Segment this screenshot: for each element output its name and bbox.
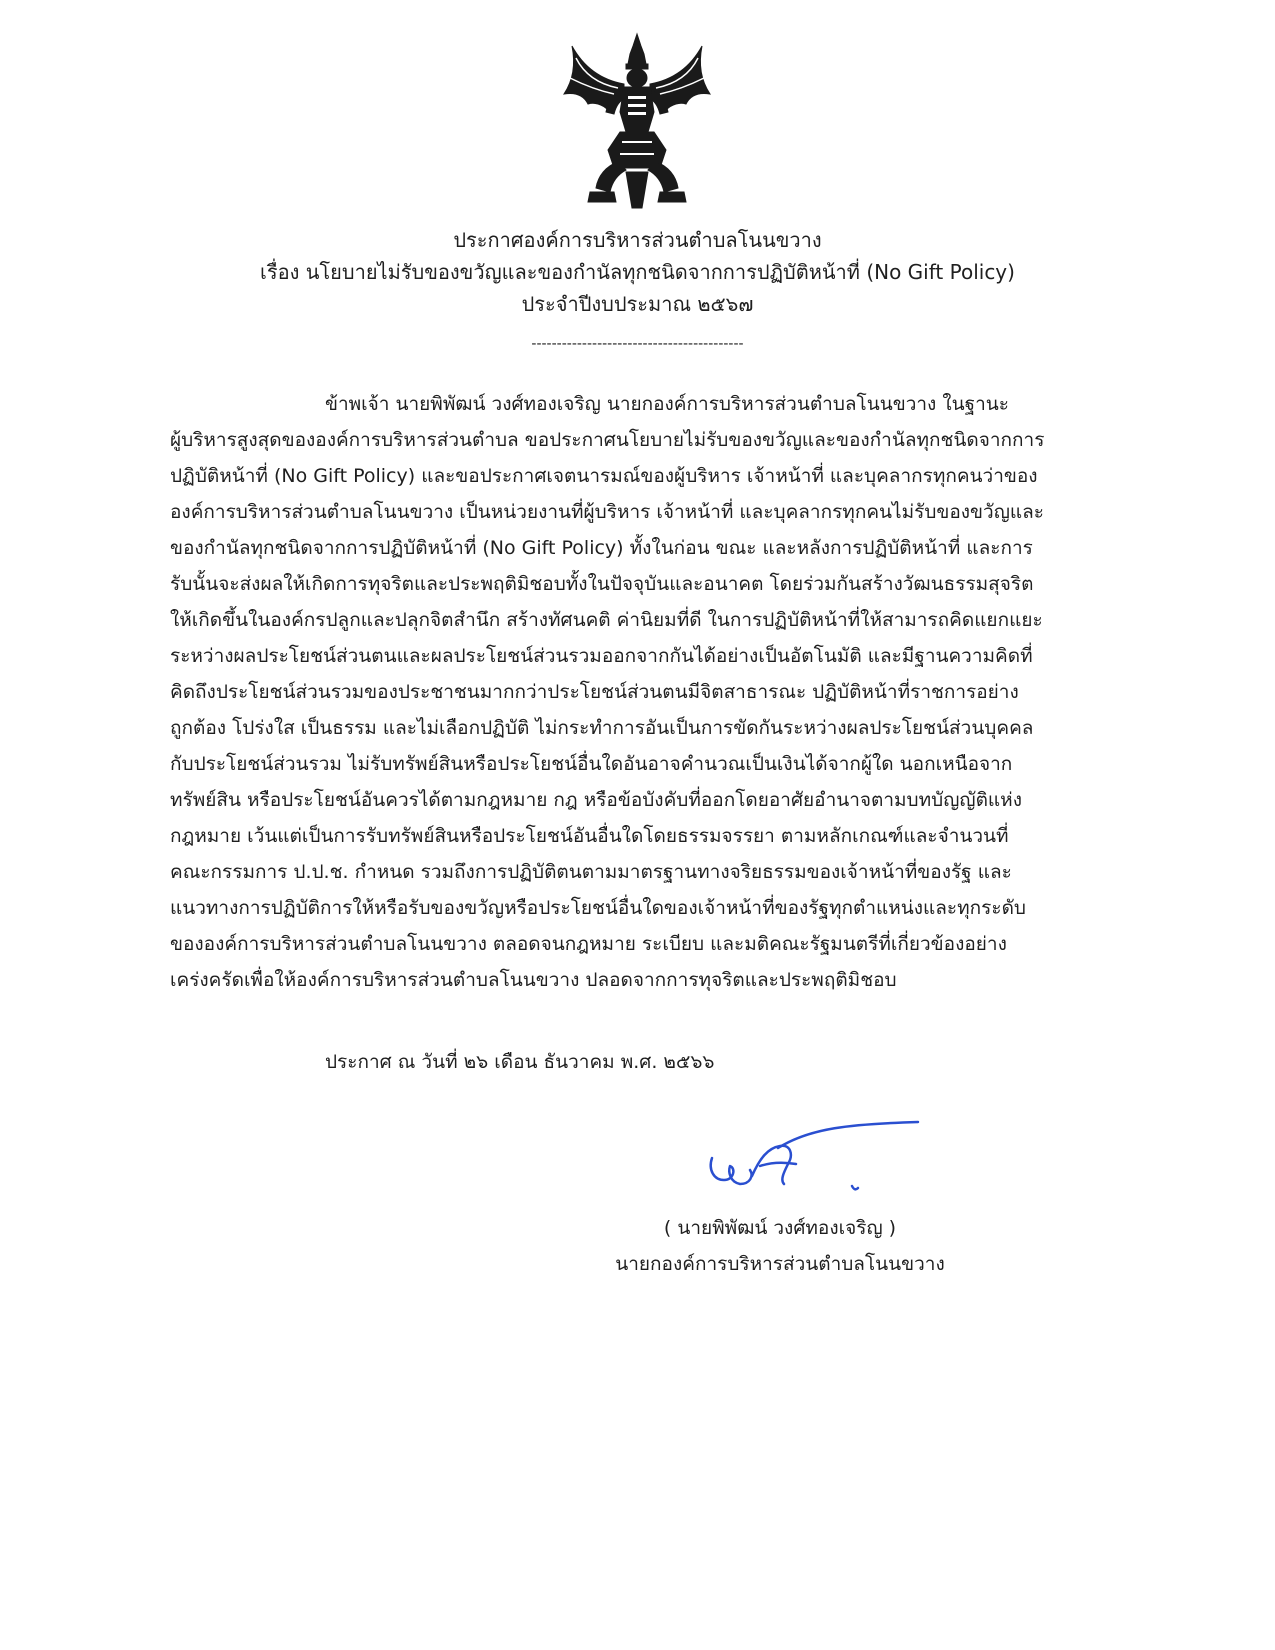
- header-separator: ------------------------------------------: [531, 336, 744, 352]
- body-line: ขององค์การบริหารส่วนตำบลโนนขวาง ตลอดจนกฎหมาย ระเบียบ และมติคณะรัฐมนตรีที่เกี่ยวข้องอย่าง: [170, 933, 1007, 955]
- document-subject: เรื่อง นโยบายไม่รับของขวัญและของกำนัลทุกชนิดจากการปฏิบัติหน้าที่ (No Gift Policy): [260, 260, 1015, 284]
- body-line: ทรัพย์สิน หรือประโยชน์อันควรได้ตามกฎหมาย กฎ หรือข้อบังคับที่ออกโดยอาศัยอำนาจตามบทบัญญัติแห่ง: [170, 789, 1022, 811]
- body-line: ผู้บริหารสูงสุดขององค์การบริหารส่วนตำบล ขอประกาศนโยบายไม่รับของขวัญและของกำนัลทุกชนิดจากการ: [170, 429, 1045, 451]
- fiscal-year: ประจำปีงบประมาณ ๒๕๖๗: [521, 292, 754, 316]
- handwritten-signature-icon: [700, 1118, 930, 1208]
- body-line: เคร่งครัดเพื่อให้องค์การบริหารส่วนตำบลโนนขวาง ปลอดจากการทุจริตและประพฤติมิชอบ: [170, 969, 897, 991]
- body-line: ถูกต้อง โปร่งใส เป็นธรรม และไม่เลือกปฏิบัติ ไม่กระทำการอันเป็นการขัดกันระหว่างผลประโยชน์ส่วนบุคคล: [170, 717, 1034, 739]
- document-header: [150, 224, 1125, 320]
- body-line: แนวทางการปฏิบัติการให้หรือรับของขวัญหรือประโยชน์อื่นใดของเจ้าหน้าที่ของรัฐทุกตำแหน่งและทุกระดับ: [170, 897, 1026, 919]
- signer-position: นายกองค์การบริหารส่วนตำบลโนนขวาง: [615, 1253, 945, 1275]
- body-line: องค์การบริหารส่วนตำบลโนนขวาง เป็นหน่วยงานที่ผู้บริหาร เจ้าหน้าที่ และบุคลากรทุกคนไม่รับของขวัญและ: [170, 501, 1044, 523]
- body-line: ข้าพเจ้า นายพิพัฒน์ วงศ์ทองเจริญ นายกองค์การบริหารส่วนตำบลโนนขวาง ในฐานะ: [325, 393, 1009, 415]
- announcement-date: ประกาศ ณ วันที่ ๒๖ เดือน ธันวาคม พ.ศ. ๒๕๖๖: [325, 1051, 715, 1073]
- document-title: ประกาศองค์การบริหารส่วนตำบลโนนขวาง: [453, 228, 822, 252]
- body-line: ปฏิบัติหน้าที่ (No Gift Policy) และขอประกาศเจตนารมณ์ของผู้บริหาร เจ้าหน้าที่ และบุคลากรทุกคนว่าของ: [170, 465, 1038, 487]
- body-line: กฎหมาย เว้นแต่เป็นการรับทรัพย์สินหรือประโยชน์อันอื่นใดโดยธรรมจรรยา ตามหลักเกณฑ์และจำนวนที่: [170, 825, 1009, 847]
- body-line: คณะกรรมการ ป.ป.ช. กำหนด รวมถึงการปฏิบัติตนตามมาตรฐานทางจริยธรรมของเจ้าหน้าที่ของรัฐ และ: [170, 861, 1012, 883]
- body-line: ของกำนัลทุกชนิดจากการปฏิบัติหน้าที่ (No Gift Policy) ทั้งในก่อน ขณะ และหลังการปฏิบัติหน้าที่ และการ: [170, 537, 1033, 559]
- garuda-emblem-icon: [562, 32, 712, 212]
- document-body: [170, 386, 1116, 998]
- signer-name: ( นายพิพัฒน์ วงศ์ทองเจริญ ): [663, 1217, 897, 1239]
- body-line: ให้เกิดขึ้นในองค์กรปลูกและปลุกจิตสำนึก สร้างทัศนคติ ค่านิยมที่ดี ในการปฏิบัติหน้าที่ให้สามารถคิดแยกแยะ: [170, 609, 1043, 631]
- body-line: กับประโยชน์ส่วนรวม ไม่รับทรัพย์สินหรือประโยชน์อื่นใดอันอาจคำนวณเป็นเงินได้จากผู้ใด นอกเหนือจาก: [170, 753, 1013, 775]
- body-line: คิดถึงประโยชน์ส่วนรวมของประชาชนมากกว่าประโยชน์ส่วนตนมีจิตสาธารณะ ปฏิบัติหน้าที่ราชการอย่าง: [170, 681, 1019, 703]
- signer-block: [560, 1210, 1000, 1282]
- body-line: รับนั้นจะส่งผลให้เกิดการทุจริตและประพฤติมิชอบทั้งในปัจจุบันและอนาคต โดยร่วมกันสร้างวัฒนธรรมสุจริต: [170, 573, 1034, 595]
- body-line: ระหว่างผลประโยชน์ส่วนตนและผลประโยชน์ส่วนรวมออกจากกันได้อย่างเป็นอัตโนมัติ และมีฐานความคิดที่: [170, 645, 1033, 667]
